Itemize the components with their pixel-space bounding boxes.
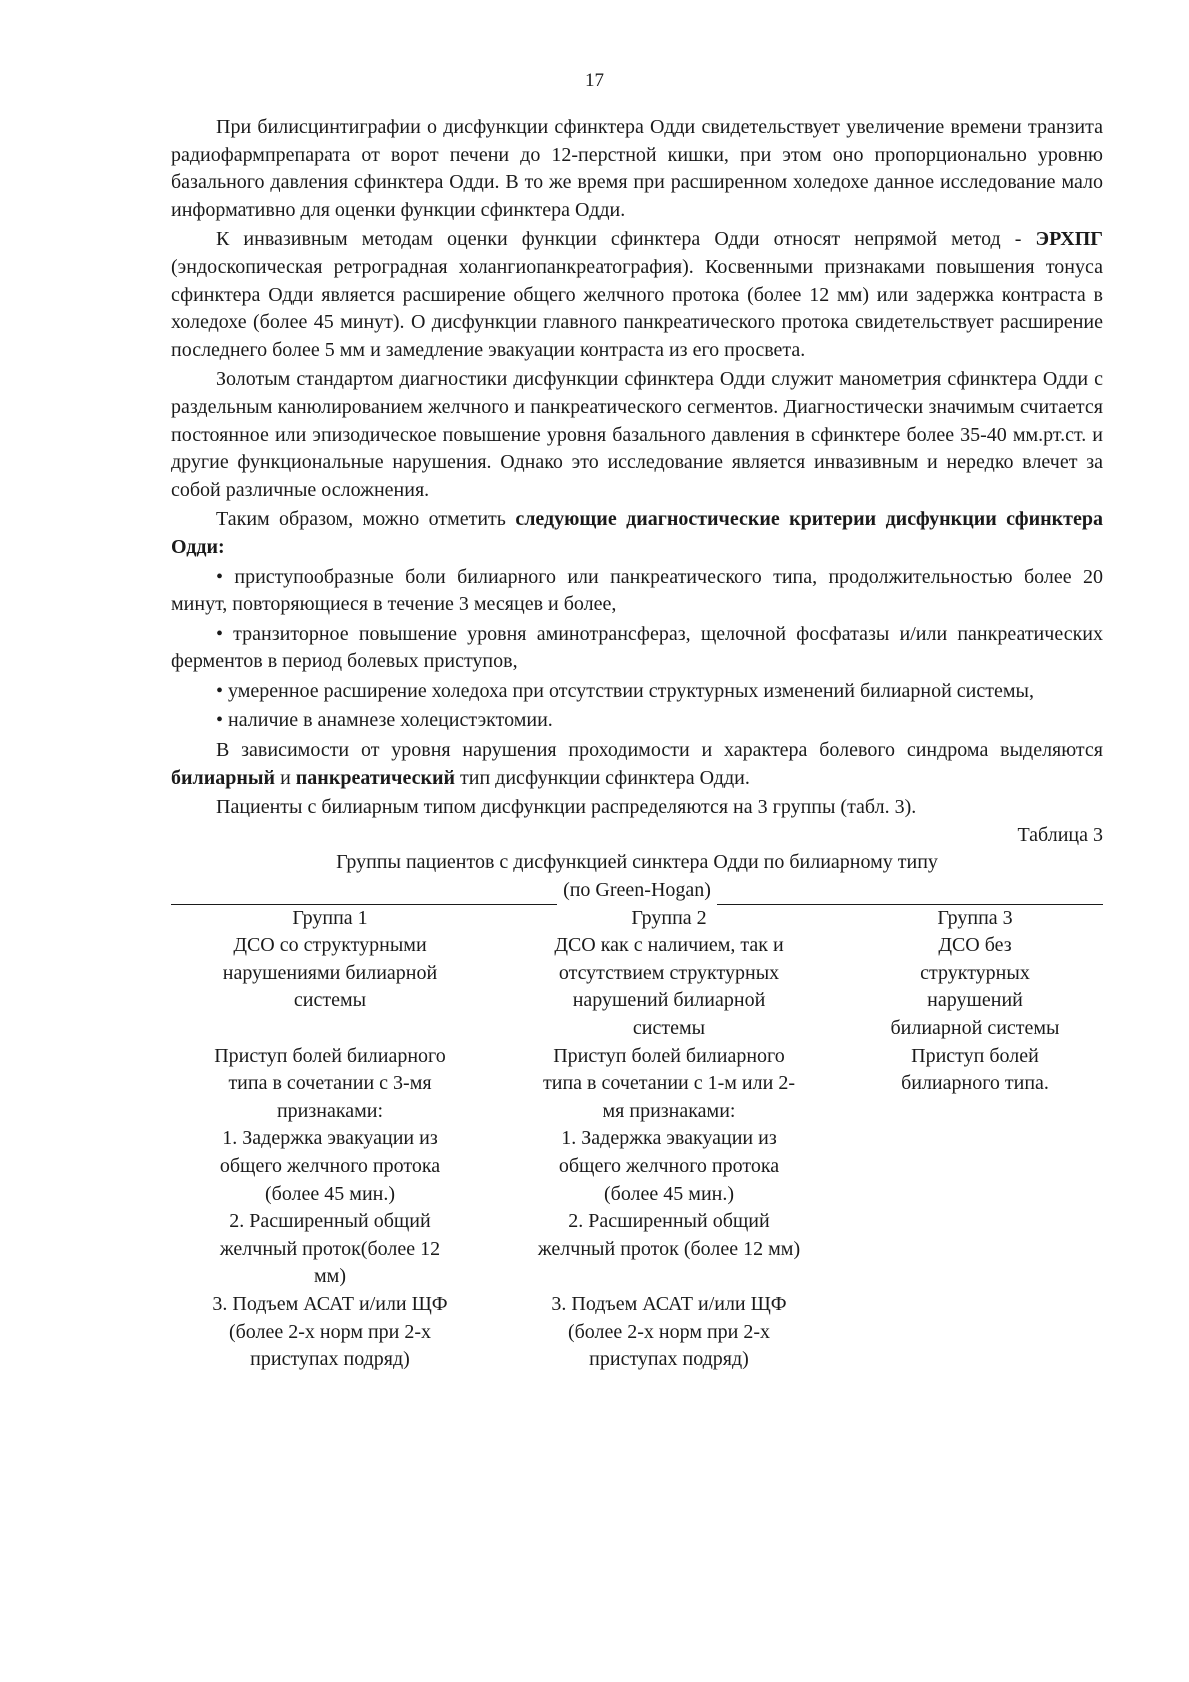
table-column-group-1	[171, 905, 489, 1374]
criteria-bullet: • транзиторное повышение уровня аминотрансфераз, щелочной фосфатазы и/или панкреатических ферментов в период болевых приступов,	[171, 622, 1103, 673]
criteria-heading: следующие диагностические критерии дисфункции сфинктера Одди:	[171, 508, 1104, 558]
criteria-bullet: • умеренное расширение холедоха при отсутствии структурных изменений билиарной системы,	[216, 679, 1034, 702]
table-subcaption-line	[171, 877, 1103, 905]
column-header: Группа 1	[292, 906, 368, 929]
document-body	[171, 114, 1103, 1374]
group-symptoms-intro: Приступ болей билиарного типа в сочетании с 3-мя признаками:	[214, 1044, 446, 1122]
group-description: ДСО со структурными нарушениями билиарной системы	[222, 934, 438, 1012]
ercp-term: ЭРХПГ	[1035, 228, 1103, 251]
group-criterion-1: 1. Задержка эвакуации из общего желчного протока (более 45 мин.)	[219, 1127, 441, 1205]
group-description: ДСО как с наличием, так и отсутствием структурных нарушений билиарной системы	[554, 934, 784, 1039]
table-label: Таблица 3	[1017, 823, 1103, 846]
group-symptoms-intro: Приступ болей билиарного типа в сочетании с 1-м или 2- мя признаками:	[543, 1044, 795, 1122]
paragraph-invasive-methods: К инвазивным методам оценки функции сфинктера Одди относят непрямой метод - ЭРХПГ (эндоскопическая ретроградная холангиопанкреатография). Косвенными признаками повышения тонуса сфинктера Одди является расширение общего желчного протока (более 12 мм) или задержка контраста в холедохе (более 45 минут). О дисфункции главного панкреатического протока свидетельствует расширение последнего более 5 мм и замедление эвакуации контраста из его просвета.	[171, 228, 1103, 361]
group-criterion-3: 3. Подъем АСАТ и/или ЩФ (более 2-х норм при 2-х приступах подряд)	[212, 1292, 448, 1371]
column-header: Группа 3	[937, 906, 1013, 929]
group-criterion-2: 2. Расширенный общий желчный проток(более 12 мм)	[219, 1210, 441, 1288]
group-criterion-2: 2. Расширенный общий желчный проток (более 12 мм)	[537, 1210, 801, 1260]
caption-rule-left	[171, 886, 557, 905]
paragraph-groups: Пациенты с билиарным типом дисфункции распределяются на 3 группы (табл. 3).	[216, 796, 917, 819]
group-description: ДСО без структурных нарушений билиарной системы	[890, 934, 1060, 1039]
paragraph-criteria-intro: Таким образом, можно отметить следующие диагностические критерии дисфункции сфинктера Одди:	[171, 508, 1104, 558]
caption-rule-right	[717, 886, 1103, 905]
table-column-group-3	[847, 905, 1103, 1374]
groups-table	[171, 905, 1103, 1374]
biliary-type-term: билиарный	[171, 766, 276, 789]
group-criterion-1: 1. Задержка эвакуации из общего желчного протока (более 45 мин.)	[558, 1127, 780, 1205]
paragraph-dysfunction-types: В зависимости от уровня нарушения проходимости и характера болевого синдрома выделяются билиарный и панкреатический тип дисфункции сфинктера Одди.	[171, 739, 1103, 789]
column-header: Группа 2	[631, 906, 707, 929]
table-caption: Группы пациентов с дисфункцией синктера Одди по билиарному типу	[336, 851, 938, 874]
criteria-bullet: • наличие в анамнезе холецистэктомии.	[216, 709, 553, 732]
table-subcaption: (по Green-Hogan)	[563, 879, 711, 902]
pancreatic-type-term: панкреатический	[295, 766, 456, 789]
group-criterion-3: 3. Подъем АСАТ и/или ЩФ (более 2-х норм при 2-х приступах подряд)	[551, 1292, 787, 1371]
group-symptoms-intro: Приступ болей билиарного типа.	[901, 1044, 1049, 1095]
paragraph-scintigraphy: При билисцинтиграфии о дисфункции сфинктера Одди свидетельствует увеличение времени транзита радиофармпрепарата от ворот печени до 12-перстной кишки, при этом оно пропорционально уровню базального давления сфинктера Одди. В то же время при расширенном холедохе данное исследование мало информативно для оценки функции сфинктера Одди.	[171, 116, 1103, 221]
paragraph-manometry: Золотым стандартом диагностики дисфункции сфинктера Одди служит манометрия сфинктера Одди с раздельным канюлированием желчного и панкреатического сегментов. Диагностически значимым считается постоянное или эпизодическое повышение уровня базального давления в сфинктере более 35-40 мм.рт.ст. и другие функциональные нарушения. Однако это исследование является инвазивным и нередко влечет за собой различные осложнения.	[171, 368, 1103, 501]
criteria-bullet: • приступообразные боли билиарного или панкреатического типа, продолжительностью более 20 минут, повторяющиеся в течение 3 месяцев и более,	[171, 565, 1103, 616]
page-number: 17	[585, 70, 604, 91]
table-column-group-2	[491, 905, 847, 1374]
